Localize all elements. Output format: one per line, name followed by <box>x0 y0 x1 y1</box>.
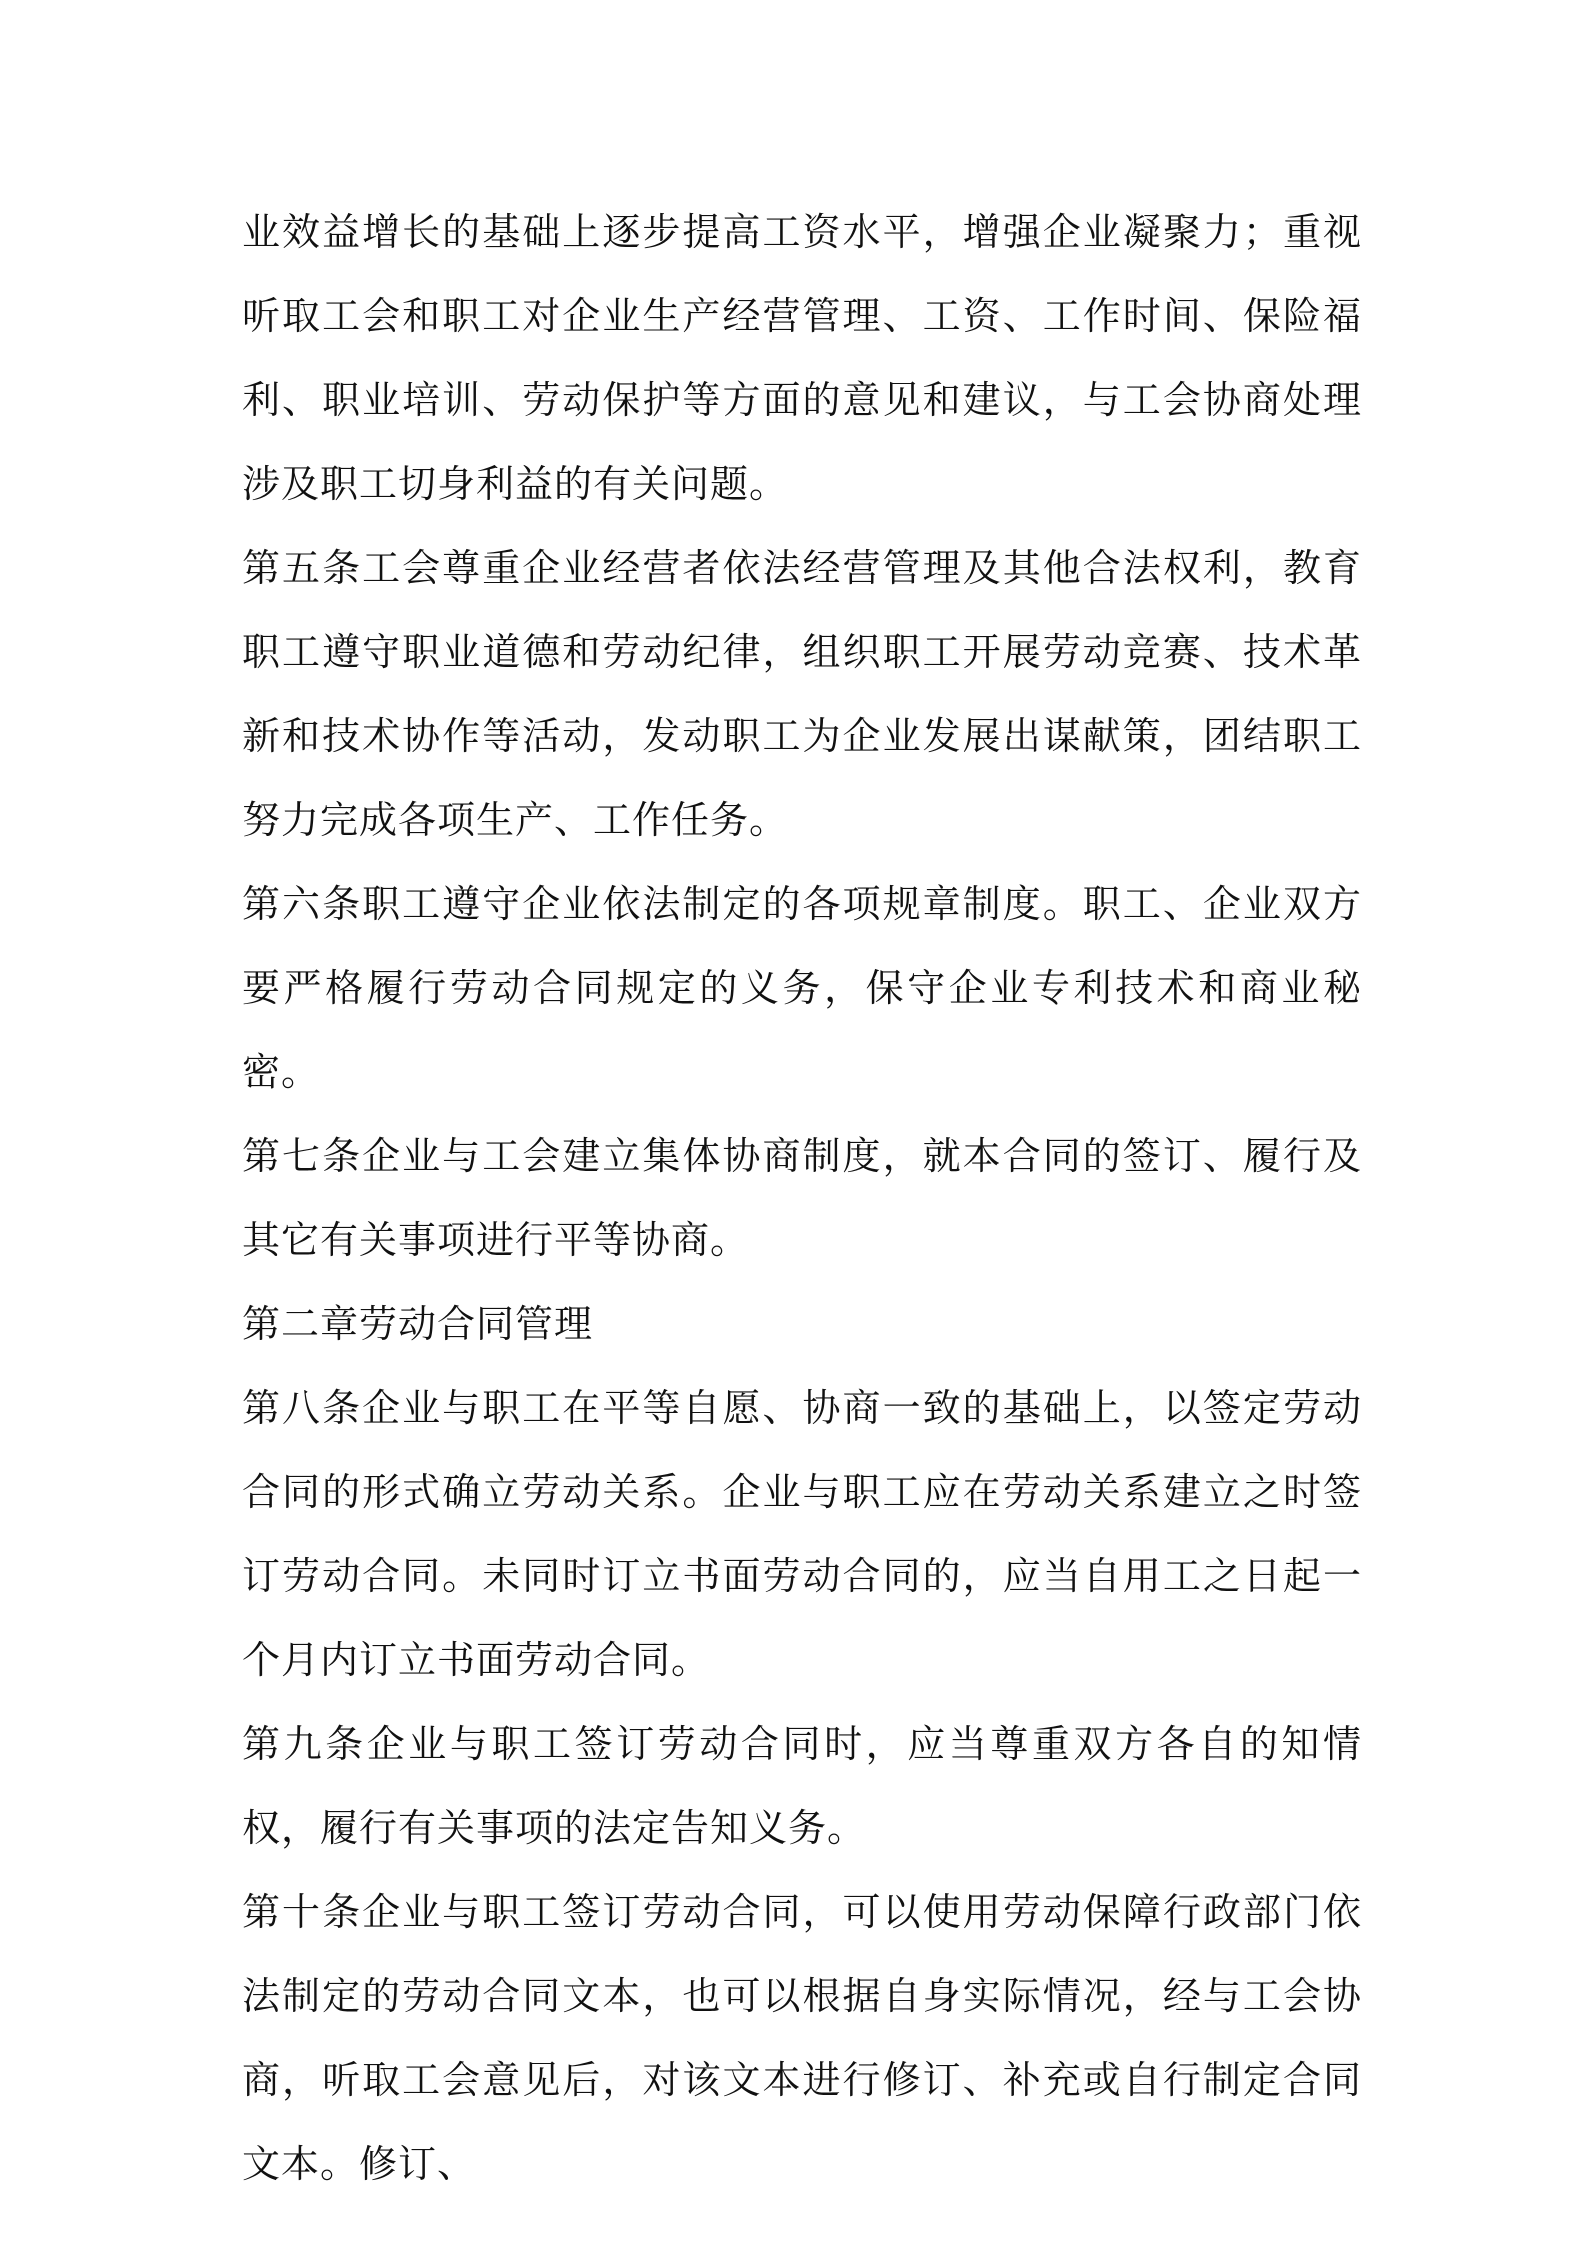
paragraph-continuation: 业效益增长的基础上逐步提高工资水平，增强企业凝聚力；重视听取工会和职工对企业生产经营管理、工资、工作时间、保险福利、职业培训、劳动保护等方面的意见和建议，与工会协商处理涉及职工切身利益的有关问题。 <box>242 210 1362 506</box>
chapter-heading: 第二章劳动合同管理 <box>242 1302 594 1346</box>
paragraph-article-5: 第五条工会尊重企业经营者依法经营管理及其他合法权利，教育职工遵守职业道德和劳动纪律，组织职工开展劳动竞赛、技术革新和技术协作等活动，发动职工为企业发展出谋献策，团结职工努力完成各项生产、工作任务。 <box>242 546 1362 842</box>
paragraph-article-7: 第七条企业与工会建立集体协商制度，就本合同的签订、履行及其它有关事项进行平等协商。 <box>242 1134 1362 1262</box>
paragraph-article-6: 第六条职工遵守企业依法制定的各项规章制度。职工、企业双方要严格履行劳动合同规定的义务，保守企业专利技术和商业秘密。 <box>242 882 1362 1094</box>
paragraph-article-9: 第九条企业与职工签订劳动合同时，应当尊重双方各自的知情权，履行有关事项的法定告知义务。 <box>242 1722 1362 1850</box>
paragraph-article-10: 第十条企业与职工签订劳动合同，可以使用劳动保障行政部门依法制定的劳动合同文本，也可以根据自身实际情况，经与工会协商，听取工会意见后，对该文本进行修订、补充或自行制定合同文本。修订、 <box>242 1890 1362 2186</box>
paragraph-article-8: 第八条企业与职工在平等自愿、协商一致的基础上，以签定劳动合同的形式确立劳动关系。企业与职工应在劳动关系建立之时签订劳动合同。未同时订立书面劳动合同的，应当自用工之日起一个月内订立书面劳动合同。 <box>242 1386 1362 1682</box>
document-body <box>242 190 1362 2206</box>
